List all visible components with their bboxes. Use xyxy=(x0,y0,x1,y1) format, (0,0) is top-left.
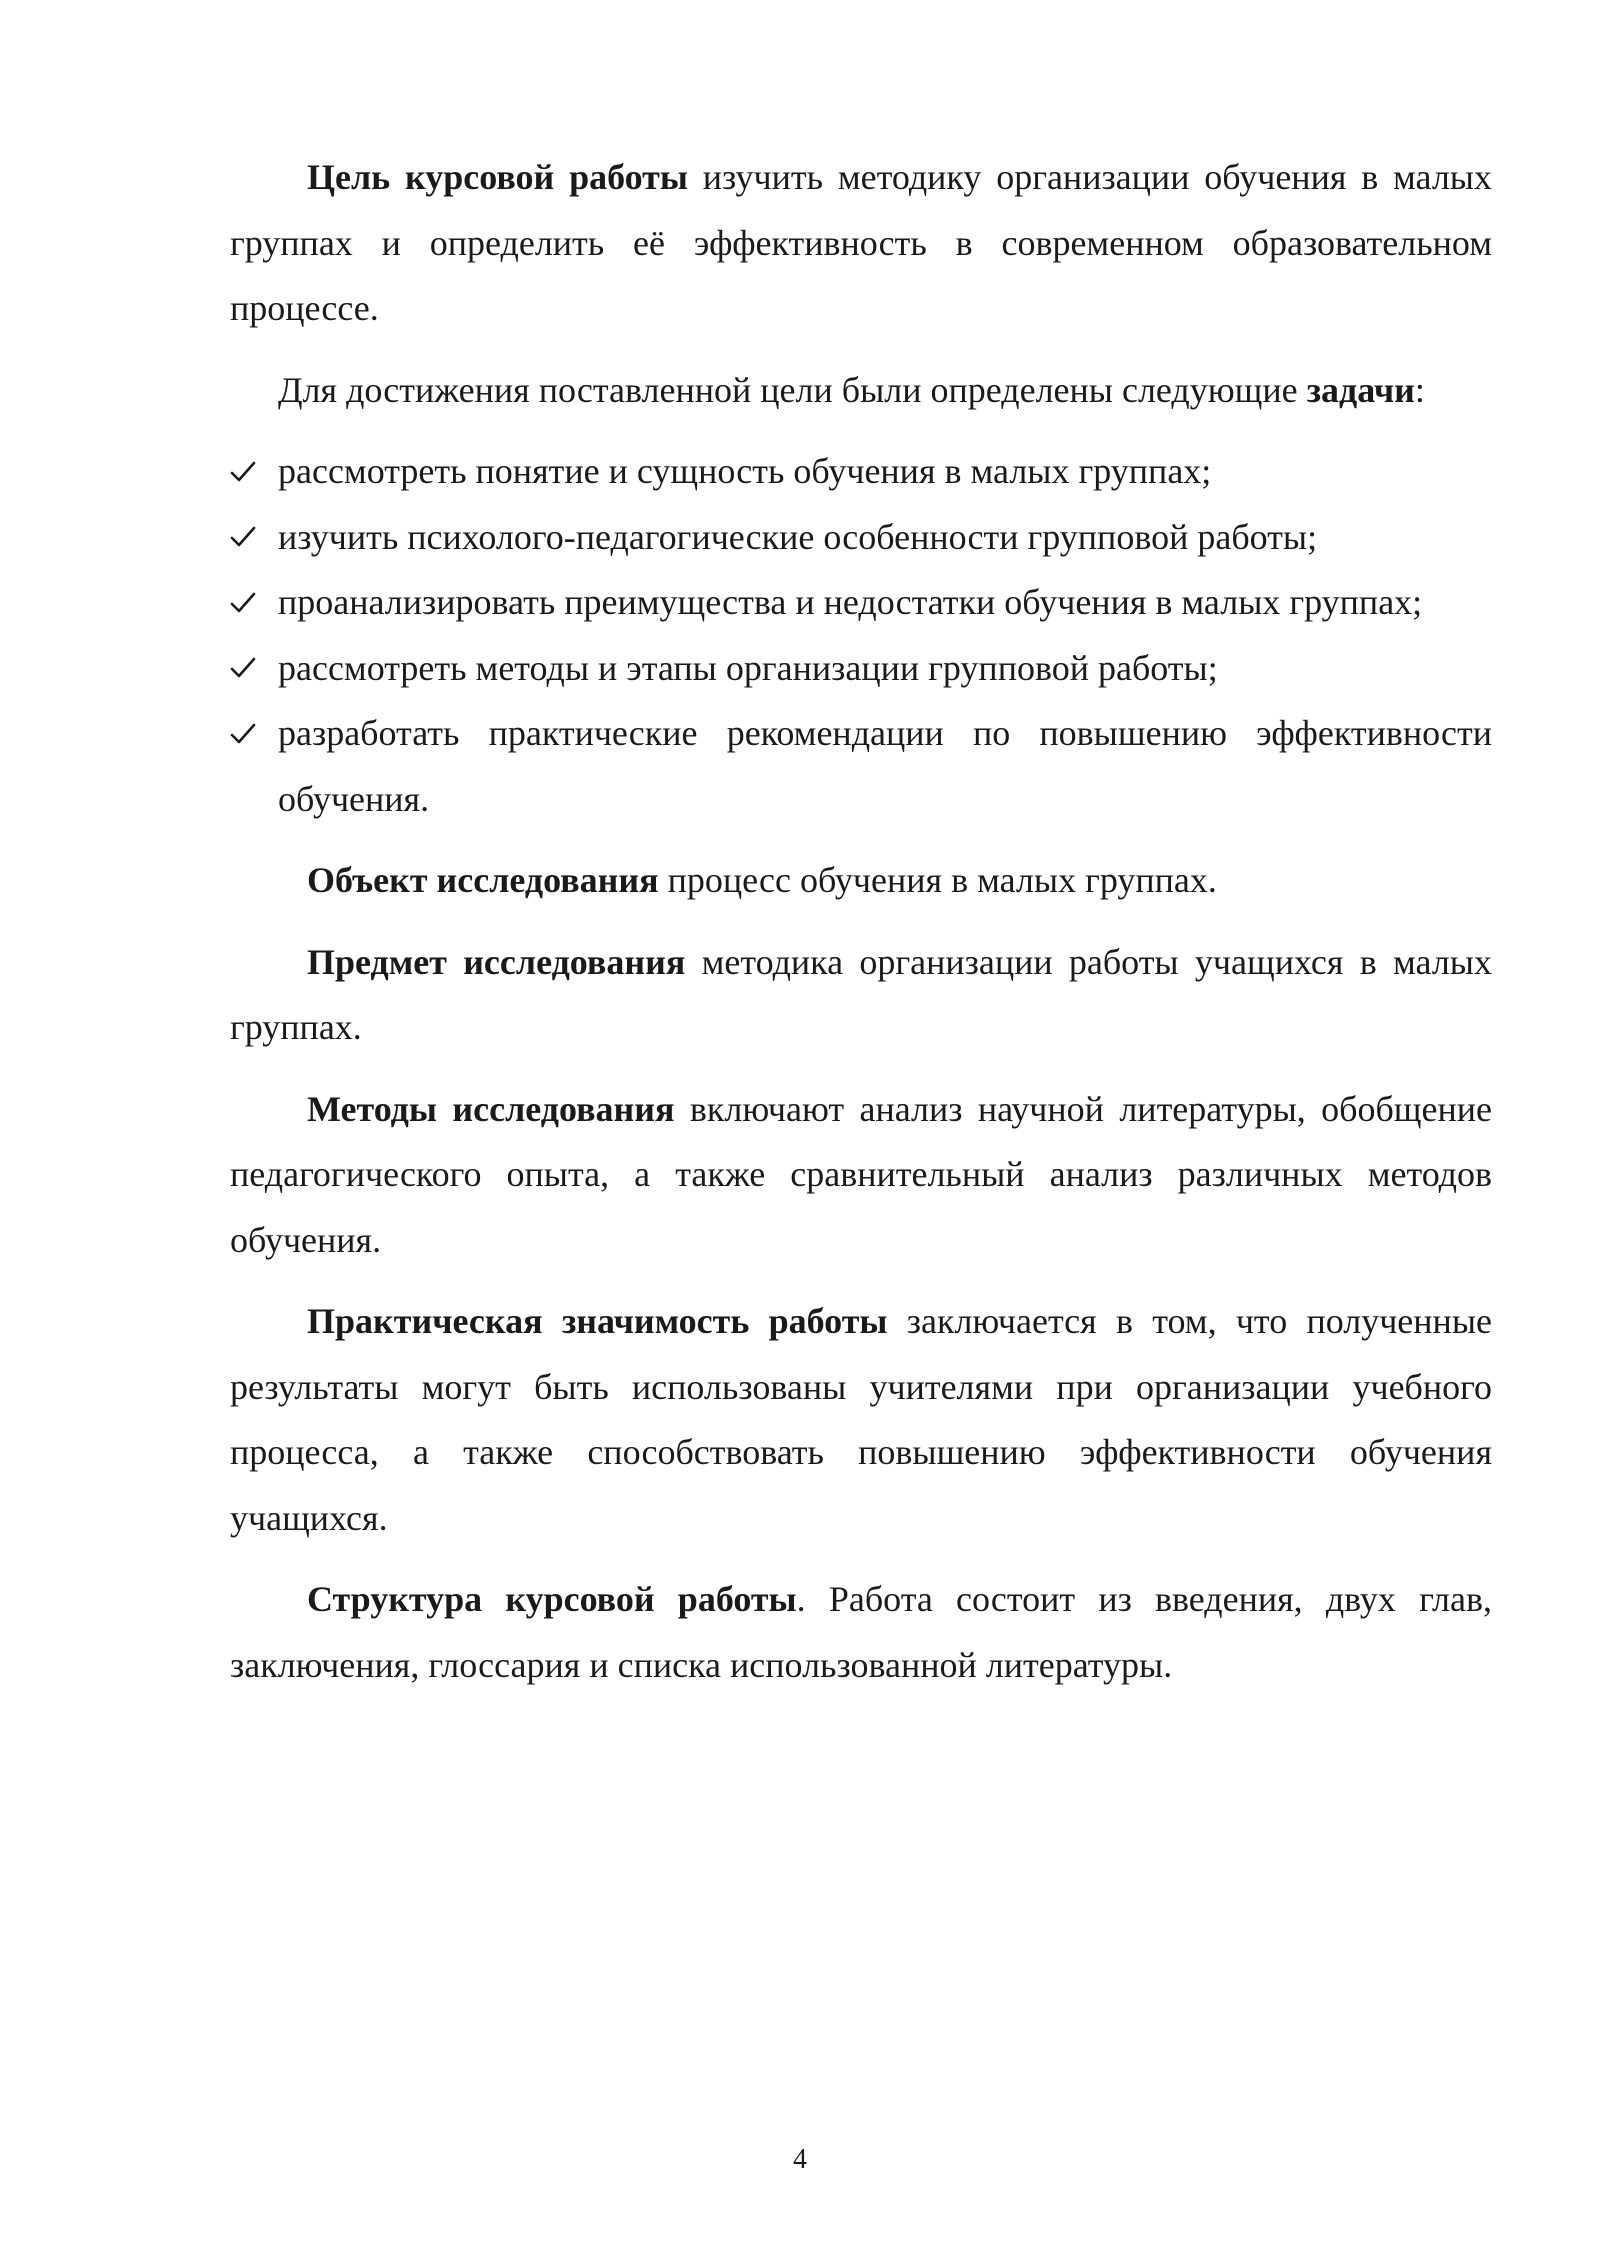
significance-text: заключается в том, что полученные результаты могут быть использованы учителями при организации учебного процесса, а также способствовать повышению эффективности обучения учащихся. xyxy=(230,1301,1492,1538)
goal-label: Цель курсовой работы xyxy=(307,157,688,197)
task-text: рассмотреть понятие и сущность обучения в малых группах; xyxy=(278,451,1212,491)
task-item xyxy=(230,439,1492,505)
page-number: 4 xyxy=(793,2144,807,2175)
structure-paragraph xyxy=(230,1567,1492,1698)
significance-label: Практическая значимость работы xyxy=(307,1301,888,1341)
task-item xyxy=(230,570,1492,636)
tasks-intro-paragraph xyxy=(230,358,1492,424)
task-item xyxy=(230,701,1492,832)
checkmark-icon xyxy=(230,570,260,636)
checkmark-icon xyxy=(230,636,260,702)
object-text: процесс обучения в малых группах. xyxy=(658,860,1217,900)
goal-text: изучить методику организации обучения в малых группах и определить её эффективность в современном образовательном процессе. xyxy=(230,157,1492,328)
subject-paragraph xyxy=(230,930,1492,1061)
structure-text: . Работа состоит из введения, двух глав, заключения, глоссария и списка использованной литературы. xyxy=(230,1579,1492,1685)
methods-text: включают анализ научной литературы, обобщение педагогического опыта, а также сравнительный анализ различных методов обучения. xyxy=(230,1088,1493,1260)
task-text: разработать практические рекомендации по повышению эффективности обучения. xyxy=(278,713,1492,819)
object-label: Объект исследования xyxy=(307,860,659,900)
methods-paragraph xyxy=(230,1077,1492,1274)
page-content xyxy=(230,145,1492,1714)
task-text: рассмотреть методы и этапы организации групповой работы; xyxy=(278,647,1218,688)
checkmark-icon xyxy=(230,439,260,505)
significance-paragraph xyxy=(230,1289,1492,1551)
checkmark-icon xyxy=(230,505,260,571)
checkmark-icon xyxy=(230,701,260,767)
tasks-intro-text: Для достижения поставленной цели были определены следующие xyxy=(278,369,1307,410)
task-text: изучить психолого-педагогические особенности групповой работы; xyxy=(278,516,1318,557)
goal-paragraph xyxy=(230,145,1492,342)
methods-label: Методы исследования xyxy=(307,1088,675,1129)
tasks-label: задачи xyxy=(1306,369,1415,410)
task-item xyxy=(230,505,1492,571)
task-text: проанализировать преимущества и недостатки обучения в малых группах; xyxy=(278,582,1423,622)
tasks-intro-colon: : xyxy=(1414,369,1425,410)
subject-label: Предмет исследования xyxy=(307,941,686,982)
task-list xyxy=(230,439,1492,832)
object-paragraph xyxy=(230,848,1492,914)
task-item xyxy=(230,636,1492,702)
structure-label: Структура курсовой работы xyxy=(307,1579,797,1619)
subject-text: методика организации работы учащихся в малых группах. xyxy=(230,941,1492,1047)
